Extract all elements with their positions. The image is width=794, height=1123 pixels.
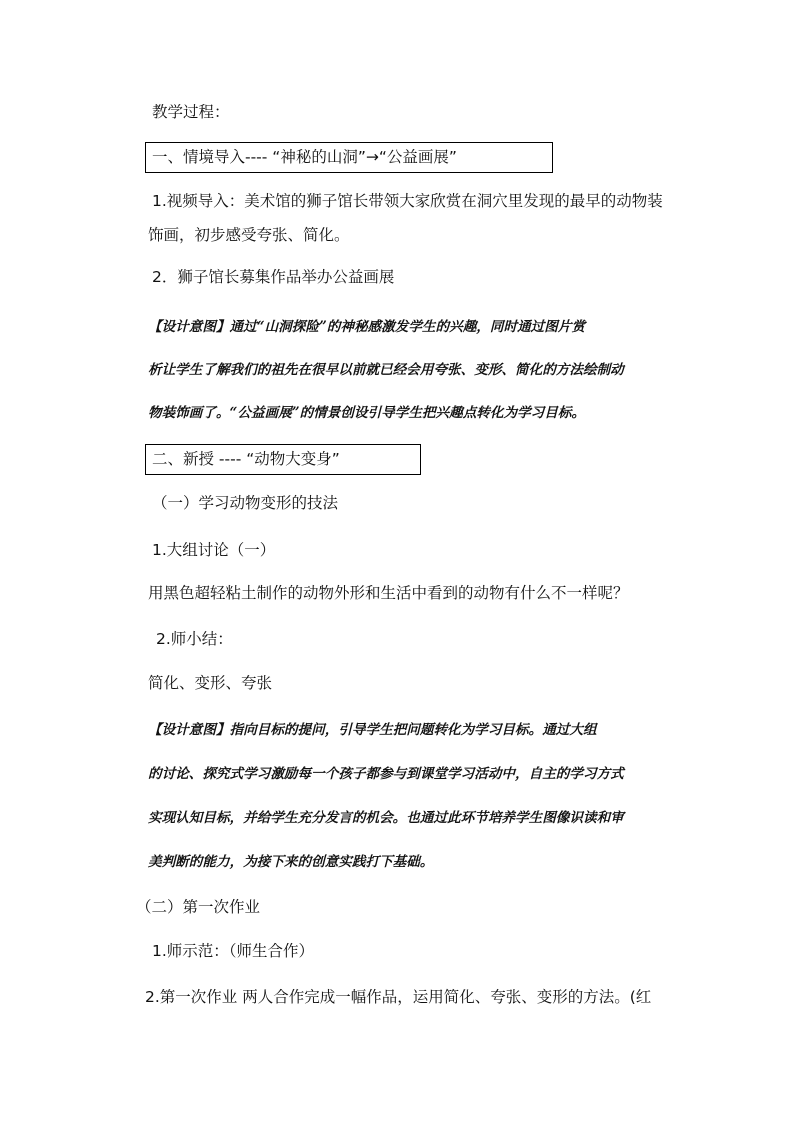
section2-item4: 2.第一次作业 两人合作完成一幅作品，运用简化、夸张、变形的方法。(红 — [145, 988, 652, 1006]
section1-item1-line1: 1.视频导入：美术馆的狮子馆长带领大家欣赏在洞穴里发现的最早的动物装 — [152, 192, 663, 210]
section1-heading: 一、情境导入---- “神秘的山洞”→“公益画展” — [152, 148, 457, 166]
section2-item2: 2.师小结： — [156, 630, 233, 648]
page-title: 教学过程： — [152, 103, 230, 121]
section2-sub2: （二）第一次作业 — [136, 898, 261, 916]
section2-heading: 二、新授 ---- “动物大变身” — [152, 450, 340, 468]
design-intent-line: 的讨论、探究式学习激励每一个孩子都参与到课堂学习活动中，自主的学习方式 — [148, 766, 624, 782]
section1-design-intent — [148, 316, 676, 426]
section2-item3: 1.师示范：（师生合作） — [152, 942, 315, 960]
design-intent-line: 析让学生了解我们的祖先在很早以前就已经会用夸张、变形、简化的方法绘制动 — [148, 362, 624, 378]
design-intent-line: 实现认知目标，并给学生充分发言的机会。也通过此环节培养学生图像识读和审 — [148, 810, 624, 826]
section2-sub1: （一）学习动物变形的技法 — [152, 494, 339, 512]
section1-item1-line2: 饰画，初步感受夸张、简化。 — [148, 226, 350, 244]
section2-design-intent — [148, 719, 676, 869]
section1-heading-box — [145, 142, 553, 173]
section1-item2: 2．狮子馆长募集作品举办公益画展 — [152, 268, 395, 286]
section2-heading-box — [145, 444, 421, 475]
design-intent-line: 美判断的能力，为接下来的创意实践打下基础。 — [148, 854, 434, 870]
design-intent-line: 物装饰画了。“公益画展”的情景创设引导学生把兴趣点转化为学习目标。 — [148, 405, 586, 421]
design-intent-line: 【设计意图】通过“山洞探险”的神秘感激发学生的兴趣，同时通过图片赏 — [148, 319, 586, 335]
section2-item1: 1.大组讨论（一） — [152, 541, 276, 559]
design-intent-line: 【设计意图】指向目标的提问，引导学生把问题转化为学习目标。通过大组 — [148, 722, 597, 738]
section2-question: 用黑色超轻粘土制作的动物外形和生活中看到的动物有什么不一样呢？ — [148, 584, 629, 602]
section2-summary: 简化、变形、夸张 — [148, 674, 273, 692]
